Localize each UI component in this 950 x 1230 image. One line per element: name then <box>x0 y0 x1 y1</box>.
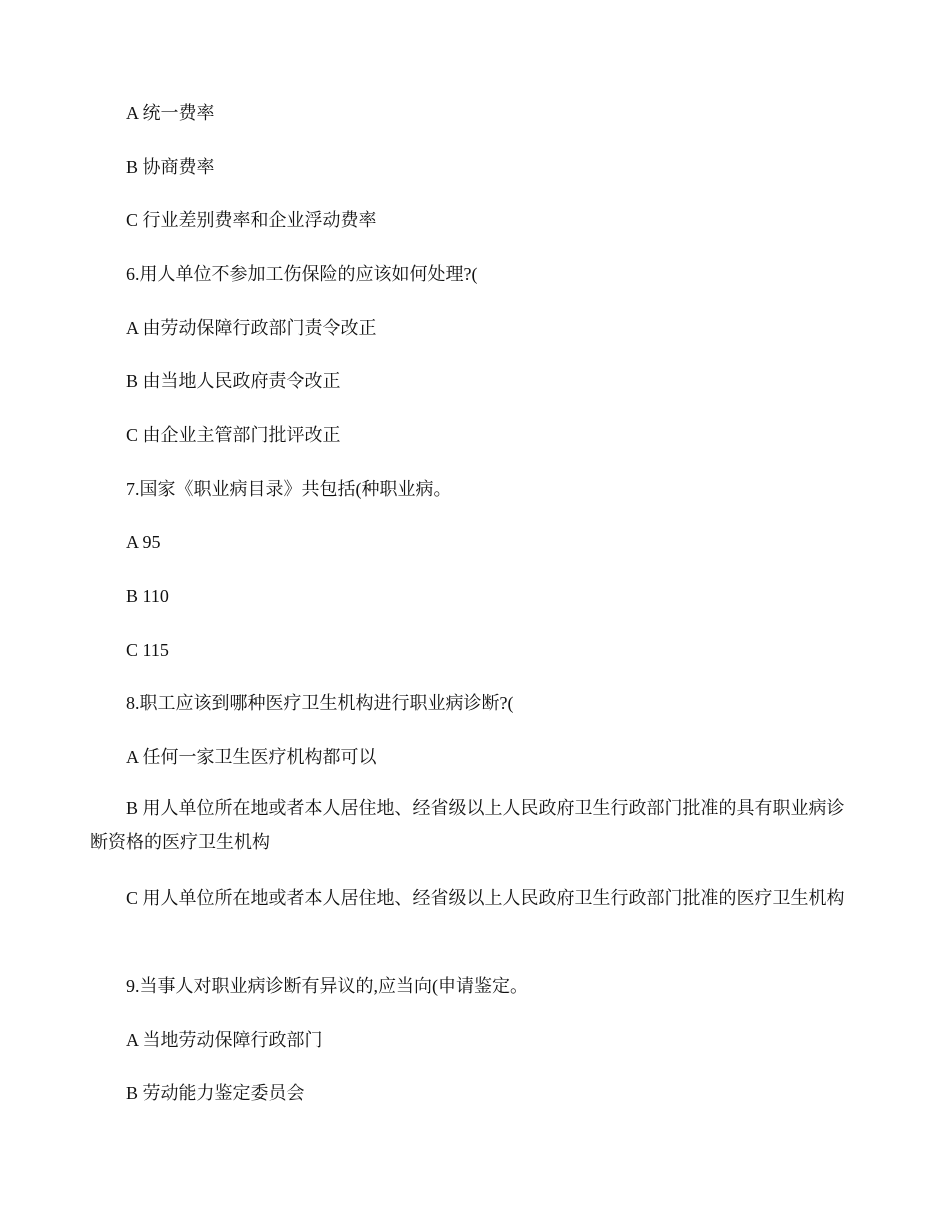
q7-option-a: A 95 <box>126 532 161 552</box>
q9-option-a: A 当地劳动保障行政部门 <box>126 1030 323 1050</box>
q7-option-c: C 115 <box>126 640 169 660</box>
q8-option-b: B 用人单位所在地或者本人居住地、经省级以上人民政府卫生行政部门批准的具有职业病诊断资格的医疗卫生机构 <box>90 798 845 852</box>
option-c-industry-rate: C 行业差别费率和企业浮动费率 <box>126 210 377 230</box>
q8-option-a: A 任何一家卫生医疗机构都可以 <box>126 747 377 767</box>
option-a-uniform-rate: A 统一费率 <box>126 103 215 123</box>
q7-option-b: B 110 <box>126 586 169 606</box>
question-7: 7.国家《职业病目录》共包括(种职业病。 <box>126 479 452 499</box>
option-b-negotiated-rate: B 协商费率 <box>126 157 215 177</box>
q6-option-c: C 由企业主管部门批评改正 <box>126 425 341 445</box>
q9-option-b: B 劳动能力鉴定委员会 <box>126 1083 305 1103</box>
question-9: 9.当事人对职业病诊断有异议的,应当向(申请鉴定。 <box>126 976 528 996</box>
question-6: 6.用人单位不参加工伤保险的应该如何处理?( <box>126 264 478 284</box>
q8-option-c: C 用人单位所在地或者本人居住地、经省级以上人民政府卫生行政部门批准的医疗卫生机构 <box>126 888 845 908</box>
question-8: 8.职工应该到哪种医疗卫生机构进行职业病诊断?( <box>126 693 514 713</box>
q6-option-a: A 由劳动保障行政部门责令改正 <box>126 318 377 338</box>
q6-option-b: B 由当地人民政府责令改正 <box>126 371 341 391</box>
